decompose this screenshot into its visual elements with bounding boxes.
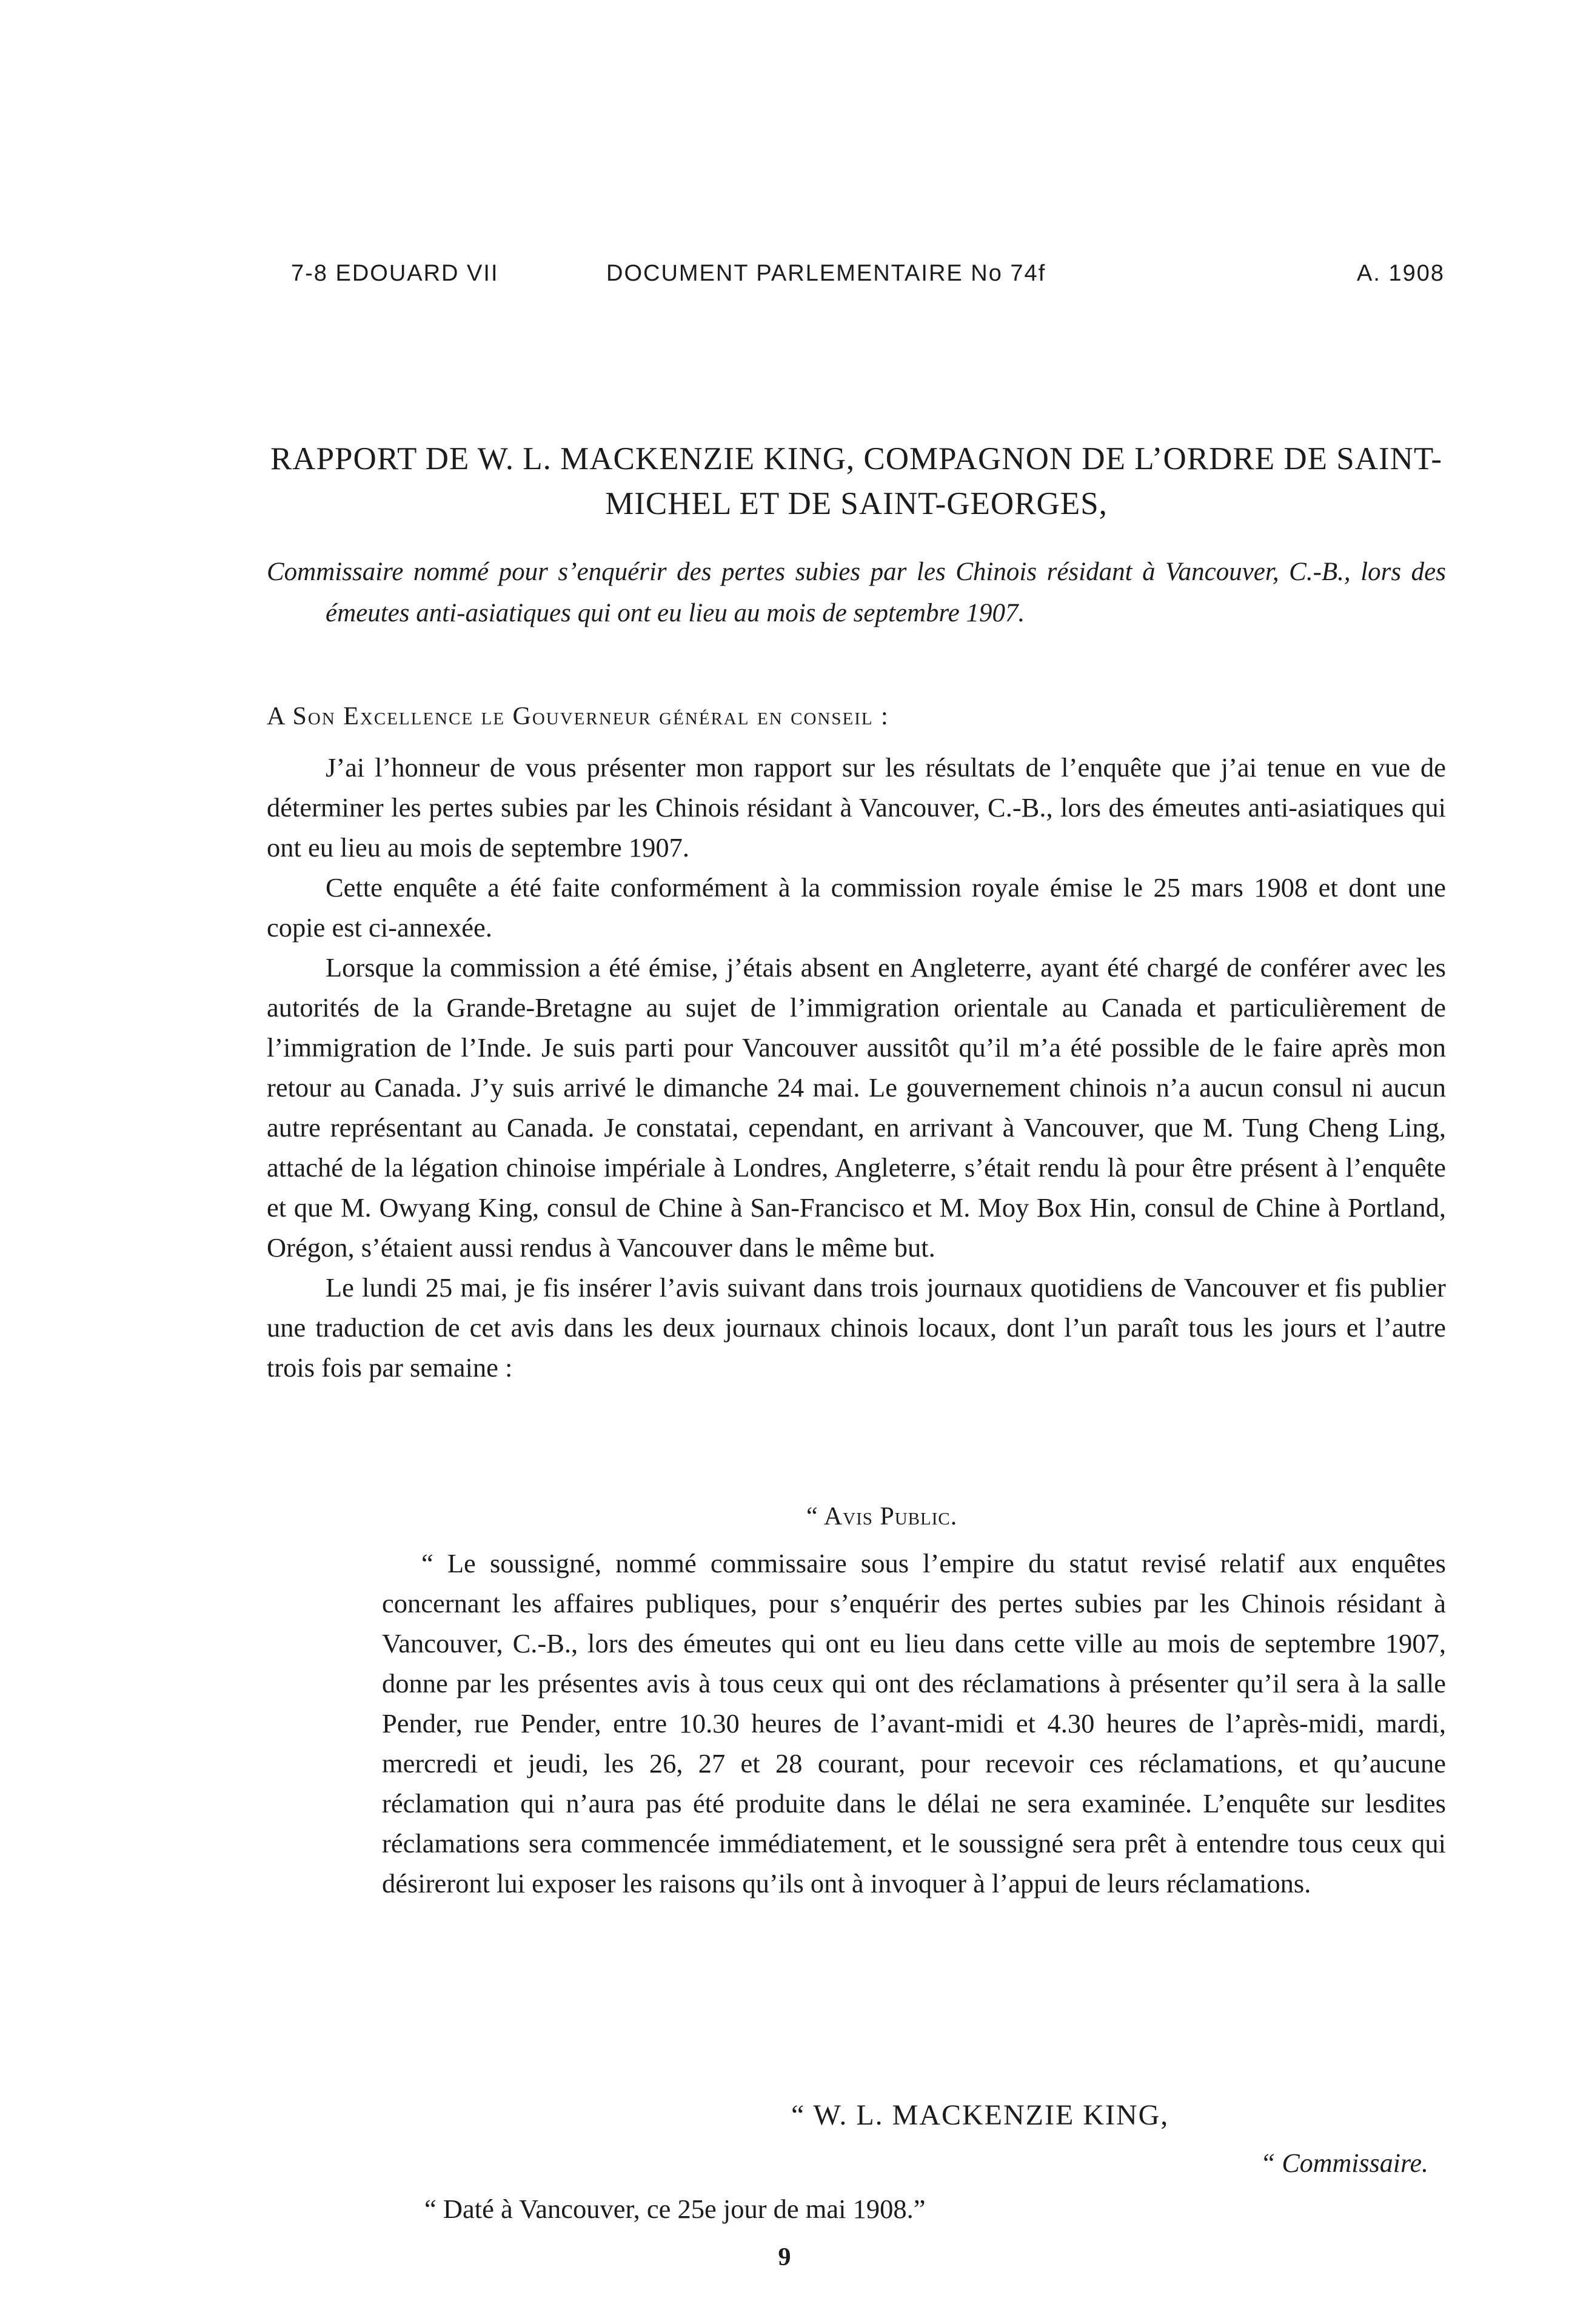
header-year: A. 1908 <box>1357 261 1445 286</box>
running-header <box>0 261 1569 297</box>
notice-date-line: “ Daté à Vancouver, ce 25e jour de mai 1908.” <box>424 2194 926 2224</box>
notice-body: “ Le soussigné, nommé commissaire sous l’empire du statut revisé relatif aux enquêtes concernant les affaires publiques, pour s’enquérir des pertes subies par les Chinois résidant à Vancouver, C.-B., lors des émeutes qui ont eu lieu dans cette ville au mois de septembre 1907, donne par les présentes avis à tous ceux qui ont des réclamations à présenter qu’il sera à la salle Pender, rue Pender, entre 10.30 heures de l’avant-midi et 4.30 heures de l’après-midi, mardi, mercredi et jeudi, les 26, 27 et 28 courant, pour recevoir ces réclamations, et qu’aucune réclamation qui n’aura pas été produite dans le délai ne sera examinée. L’enquête sur lesdites réclamations sera commencée immédiatement, et le soussigné sera prêt à entendre tous ceux qui désireront lui exposer les raisons qu’ils ont à invoquer à l’appui de leurs réclamations. <box>382 1548 1446 1898</box>
paragraph: J’ai l’honneur de vous présenter mon rapport sur les résultats de l’enquête que j’ai tenue en vue de déterminer les pertes subies par les Chinois résidant à Vancouver, C.-B., lors des émeutes anti-asiatiques qui ont eu lieu au mois de septembre 1907. <box>267 752 1446 863</box>
report-subtitle: Commissaire nommé pour s’enquérir des pertes subies par les Chinois résidant à Vancouver, C.-B., lors des émeutes anti-asiatiques qui ont eu lieu au mois de septembre 1907. <box>267 558 1446 627</box>
header-document-title: DOCUMENT PARLEMENTAIRE No 74f <box>606 261 1046 286</box>
report-title: RAPPORT DE W. L. MACKENZIE KING, COMPAGNON DE L’ORDRE DE SAINT-MICHEL ET DE SAINT-GEORGES, <box>270 441 1443 521</box>
paragraph: Le lundi 25 mai, je fis insérer l’avis suivant dans trois journaux quotidiens de Vancouver et fis publier une traduction de cet avis dans les deux journaux chinois locaux, dont l’un paraît tous les jours et l’autre trois fois par semaine : <box>267 1272 1446 1383</box>
notice-heading: “ Avis Public. <box>806 1503 958 1531</box>
paragraph: Lorsque la commission a été émise, j’étais absent en Angleterre, ayant été chargé de conférer avec les autorités de la Grande-Bretagne au sujet de l’immigration orientale au Canada et particulièrement de l’immigration de l’Inde. Je suis parti pour Vancouver aussitôt qu’il m’a été possible de le faire après mon retour au Canada. J’y suis arrivé le dimanche 24 mai. Le gouvernement chinois n’a aucun consul ni aucun autre représentant au Canada. Je constatai, cependant, en arrivant à Vancouver, que M. Tung Cheng Ling, attaché de la légation chinoise impériale à Londres, Angleterre, s’était rendu là pour être présent à l’enquête et que M. Owyang King, consul de Chine à San-Francisco et M. Moy Box Hin, consul de Chine à Portland, Orégon, s’étaient aussi rendus à Vancouver dans le même but. <box>267 952 1446 1263</box>
report-body <box>267 747 1446 1387</box>
signature-title: “ Commissaire. <box>1260 2148 1428 2178</box>
salutation: A Son Excellence le Gouverneur général en conseil : <box>267 703 889 730</box>
header-session: 7-8 EDOUARD VII <box>291 261 499 286</box>
paragraph: Cette enquête a été faite conformément à la commission royale émise le 25 mars 1908 et dont une copie est ci-annexée. <box>267 872 1446 943</box>
page-number: 9 <box>778 2243 791 2271</box>
signature-name: “ W. L. MACKENZIE KING, <box>791 2099 1169 2131</box>
